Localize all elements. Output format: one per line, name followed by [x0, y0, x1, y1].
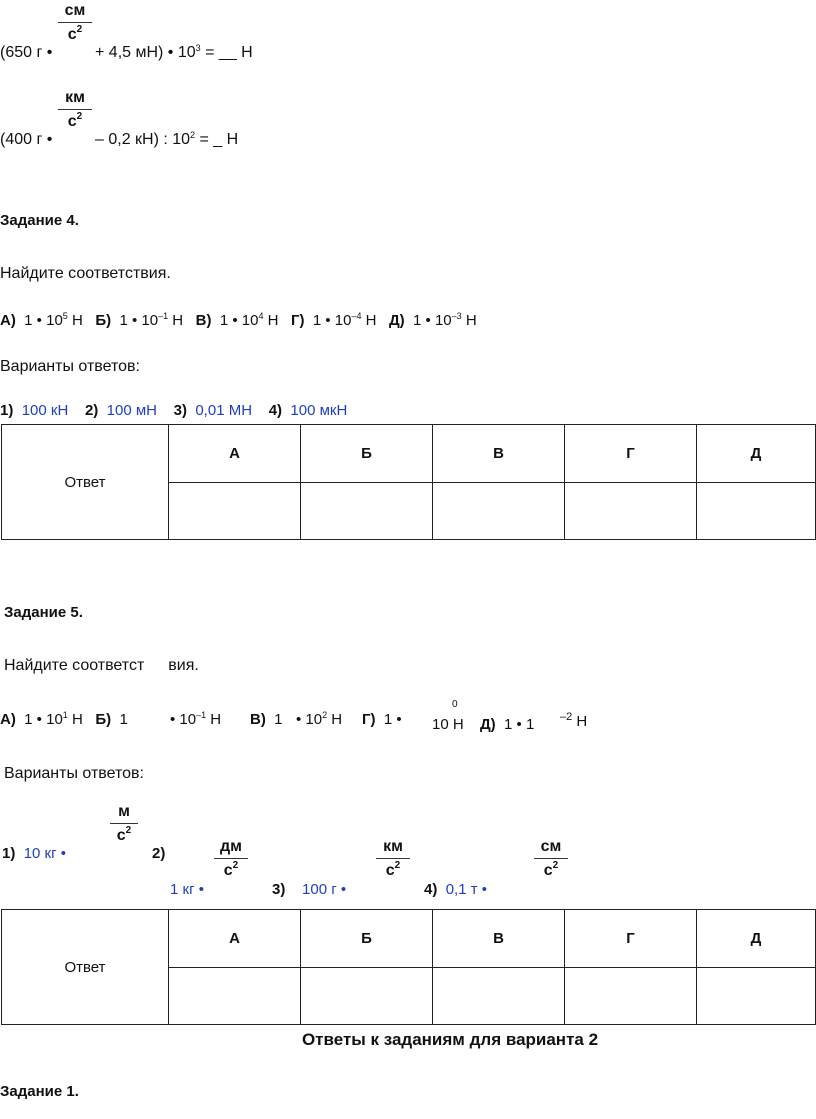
task5-answer-table: [1, 909, 816, 1025]
col-header-a: А: [169, 910, 301, 968]
task5-option-2-fraction: дм $с^2$: [214, 838, 248, 880]
fraction-bar: [58, 109, 92, 110]
expr1-open: (650 г •: [0, 44, 53, 61]
task5-option-4-fraction: см $с^2$: [534, 838, 568, 880]
task5-instruction: Найдите соответст вия.: [4, 657, 199, 674]
task5-heading: Задание 5.: [4, 604, 83, 621]
task5-items-a-b: А) 1 • $10^1$ Н Б) 1: [0, 710, 128, 728]
task5-item-g-rest: 10 Н: [432, 716, 464, 733]
task4-heading: Задание 4.: [0, 212, 79, 229]
task5-item-b-rest: • $10^{-1}$ Н: [170, 710, 222, 728]
answers-title: Ответы к заданиям для варианта 2: [301, 1030, 599, 1049]
task5-option-2-val: 1 кг •: [170, 881, 204, 898]
expr2-fraction-num: км: [65, 89, 85, 106]
answer-cell[interactable]: [433, 483, 565, 540]
answer-row-label: Ответ: [2, 910, 169, 1025]
fraction-bar: [58, 22, 92, 23]
expr1-fraction-den: с: [67, 26, 77, 43]
task1-heading: Задание 1.: [0, 1083, 79, 1100]
task5-item-g-zero: 0: [452, 699, 458, 710]
col-header-a: А: [169, 425, 301, 483]
answer-cell[interactable]: [301, 483, 433, 540]
task5-option-4: 4) 0,1 т •: [424, 881, 487, 898]
col-header-g: Г: [565, 910, 697, 968]
answer-cell[interactable]: [301, 968, 433, 1025]
task5-item-d: Д) 1 • 1: [480, 716, 535, 733]
expr2-open: (400 г •: [0, 131, 53, 148]
col-header-d: Д: [697, 910, 816, 968]
col-header-b: Б: [301, 910, 433, 968]
col-header-d: Д: [697, 425, 816, 483]
answer-cell[interactable]: [169, 968, 301, 1025]
answer-cell[interactable]: [169, 483, 301, 540]
col-header-b: Б: [301, 425, 433, 483]
task4-variants-label: Варианты ответов:: [0, 358, 140, 375]
expr1-tail: + 4,5 мН) • $10^3$ = __ Н: [95, 43, 253, 61]
expr2-tail: – 0,2 кН) : $10^2$ = _ Н: [95, 130, 239, 148]
answer-cell[interactable]: [565, 483, 697, 540]
task5-option-3-fraction: км $с^2$: [376, 838, 410, 880]
answer-cell[interactable]: [565, 968, 697, 1025]
task4-options: 1) 100 кН 2) 100 мН 3) 0,01 МН 4) 100 мкН: [0, 402, 348, 419]
task5-variants-label: Варианты ответов:: [4, 765, 144, 782]
answer-cell[interactable]: [697, 483, 816, 540]
task5-option-3: 3) 100 г •: [272, 881, 347, 898]
col-header-g: Г: [565, 425, 697, 483]
answer-row-label: Ответ: [2, 425, 169, 540]
task5-item-v-rest: • $10^2$ Н: [296, 710, 343, 728]
col-header-v: В: [433, 910, 565, 968]
task5-option-1-fraction: м $с^2$: [110, 803, 138, 845]
task5-item-v: В) 1: [250, 711, 283, 728]
task5-item-g: Г) 1 •: [362, 711, 402, 728]
expr1-fraction-num: см: [64, 2, 86, 19]
task5-option-2-num: 2): [152, 845, 166, 862]
expr1-fraction: [58, 2, 92, 44]
answer-cell[interactable]: [697, 968, 816, 1025]
task5-option-1: 1) 10 кг •: [2, 845, 66, 862]
expr2-fraction: км $с^2$: [58, 89, 92, 131]
task5-item-d-rest: $^{-2}$ Н: [560, 711, 588, 730]
task4-items: А) 1 • $10^5$ Н Б) 1 • $10^{-1}$ Н В) 1 • $10^4$ Н Г) 1 • $10^{-4}$ Н Д) 1 • $10^{-3}$ Н: [0, 311, 477, 329]
task4-instruction: Найдите соответствия.: [0, 265, 171, 282]
task4-answer-table: [1, 424, 816, 540]
den-exponent: 2: [76, 24, 83, 35]
expr2-fraction-den: с: [67, 113, 77, 130]
answer-cell[interactable]: [433, 968, 565, 1025]
col-header-v: В: [433, 425, 565, 483]
